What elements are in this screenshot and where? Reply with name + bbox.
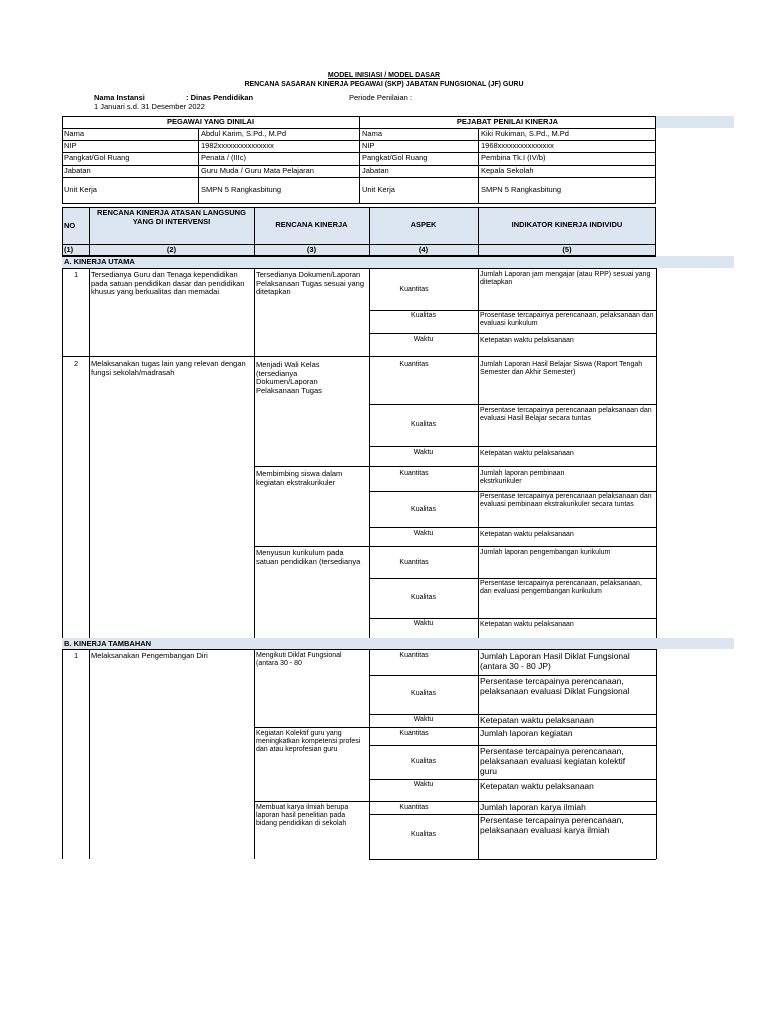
row-b2-aspek-waktu: Waktu — [413, 781, 434, 788]
row-a1-ind-kuantitas: Jumlah Laporan jam mengajar (atau RPP) sesuai yang ditetapkan — [480, 271, 651, 287]
row-a3-ind-kuantitas: Jumlah laporan pembinaan ekstrkurikuler — [480, 470, 565, 486]
row-a4-ind-kuantitas: Jumlah laporan pengembangan kurikulum — [480, 549, 611, 556]
row-a1-atasan: Tersedianya Guru dan Tenaga kependidikan pada satuan pendidikan dasar dan pendidikan khusus yang berkualitas dan memadai — [91, 270, 245, 297]
row-a1-ind-kualitas: Prosentase tercapainya perencanaan, pelaksanaan dan evaluasi kurikulum — [480, 312, 654, 328]
row-a1-aspek-waktu: Waktu — [413, 336, 434, 343]
row-a3-ind-kualitas: Persentase tercapainya perencanaan pelaksanaan dan evaluasi pembinaan ekstrakurikuler secara tuntas — [480, 493, 652, 509]
pejabat-nama-label: Nama — [362, 129, 383, 138]
row-a2-atasan: Melaksanakan tugas lain yang relevan dengan fungsi sekolah/madrasah — [91, 359, 246, 377]
row-a2-aspek-kualitas: Kualitas — [411, 421, 436, 428]
pegawai-nip-value: 1982xxxxxxxxxxxxxxx — [201, 141, 274, 150]
row-b2-rencana: Kegiatan Kolektif guru yang meningkatkan kompetensi profesi dan atau keprofesian guru — [256, 730, 361, 754]
row-b1-atasan: Melaksanakan Pengembangan Diri — [91, 651, 208, 660]
row-b3-aspek-kualitas: Kualitas — [411, 831, 436, 838]
row-a4-aspek-waktu: Waktu — [413, 620, 434, 627]
row-a1-aspek-kualitas: Kualitas — [411, 312, 436, 319]
row-a4-ind-waktu: Ketepatan waktu pelaksanaan — [480, 621, 574, 628]
pejabat-jabatan-label: Jabatan — [362, 166, 389, 175]
col-num-5: (5) — [562, 245, 572, 254]
row-b1-aspek-waktu: Waktu — [413, 716, 434, 723]
row-b1-aspek-kualitas: Kualitas — [411, 690, 436, 697]
col-rencana-atasan: RENCANA KINERJA ATASAN LANGSUNG YANG DI INTERVENSI — [97, 208, 246, 226]
row-b2-ind-kuantitas: Jumlah laporan kegiatan — [480, 728, 573, 738]
doc-title: MODEL INISIASI / MODEL DASAR — [327, 72, 441, 79]
row-b1-aspek-kuantitas: Kuantitas — [399, 652, 429, 659]
row-a1-no: 1 — [74, 270, 79, 279]
pegawai-header: PEGAWAI YANG DINILAI — [166, 117, 255, 126]
row-a1-ind-waktu: Ketepatan waktu pelaksanaan — [480, 337, 574, 344]
header-fill-extension — [656, 116, 734, 128]
section-b-title: B. KINERJA TAMBAHAN — [64, 639, 152, 648]
row-a4-aspek-kualitas: Kualitas — [411, 594, 436, 601]
row-b1-rencana: Mengikuti Diklat Fungsional (antara 30 - 80 — [256, 652, 342, 668]
row-b2-ind-kualitas: Persentase tercapainya perencanaan, pelaksanaan evaluasi kegiatan kolektif guru — [480, 746, 626, 776]
row-a2-rencana: Menjadi Wali Kelas (tersedianya Dokumen/Laporan Pelaksanaan Tugas — [256, 360, 322, 395]
pejabat-nama-value: Kiki Rukiman, S.Pd., M.Pd — [481, 129, 569, 138]
row-a1-rencana: Tersedianya Dokumen/Laporan Pelaksanaan Tugas sesuai yang ditetapkan — [256, 270, 364, 297]
pegawai-unit-label: Unit Kerja — [64, 185, 97, 194]
row-b3-aspek-kuantitas: Kuantitas — [399, 804, 429, 811]
pejabat-nip-label: NIP — [362, 141, 375, 150]
row-a2-ind-kuantitas: Jumlah Laporan Hasil Belajar Siswa (Raport Tengah Semester dan Akhir Semester) — [480, 361, 643, 377]
pejabat-unit-value: SMPN 5 Rangkasbitung — [481, 185, 562, 194]
row-a3-rencana: Membimbing siswa dalam kegiatan ekstrakurikuler — [256, 469, 343, 487]
col-no: NO — [64, 221, 76, 230]
row-a3-ind-waktu: Ketepatan waktu pelaksanaan — [480, 531, 574, 538]
row-a4-ind-kualitas: Persentase tercapainya perencanaan, pelaksanaan, dan evaluasi pengembangan kurikulum — [480, 580, 642, 596]
pegawai-nama-value: Abdul Karim, S.Pd., M.Pd — [201, 129, 287, 138]
pejabat-jabatan-value: Kepala Sekolah — [481, 166, 534, 175]
row-a1-aspek-kuantitas: Kuantitas — [399, 286, 429, 293]
row-b2-aspek-kuantitas: Kuantitas — [399, 730, 429, 737]
row-b2-ind-waktu: Ketepatan waktu pelaksanaan — [480, 781, 594, 791]
pejabat-nip-value: 1968xxxxxxxxxxxxxxx — [481, 141, 554, 150]
col-num-3: (3) — [306, 245, 317, 254]
pegawai-nama-label: Nama — [64, 129, 85, 138]
row-a2-ind-kualitas: Persentase tercapainya perencanaan pelaksanaan dan evaluasi Hasil Belajar secara tuntas — [480, 407, 652, 423]
pegawai-jabatan-label: Jabatan — [64, 166, 91, 175]
pejabat-pangkat-value: Pembina Tk.I (IV/b) — [481, 153, 546, 162]
pegawai-pangkat-value: Penata / (IIIc) — [201, 153, 247, 162]
row-a3-aspek-waktu: Waktu — [413, 530, 434, 537]
row-a3-aspek-kualitas: Kualitas — [411, 506, 436, 513]
row-b3-rencana: Membuat karya ilmiah berupa laporan hasil penelitian pada bidang pendidikan di sekolah — [256, 804, 349, 828]
pegawai-jabatan-value: Guru Muda / Guru Mata Pelajaran — [201, 166, 314, 175]
row-a4-aspek-kuantitas: Kuantitas — [399, 559, 429, 566]
row-a2-aspek-kuantitas: Kuantitas — [399, 361, 429, 368]
section-b-fill — [62, 638, 734, 649]
instansi-value: : Dinas Pendidikan — [186, 93, 254, 102]
periode-label: Periode Penilaian : — [349, 93, 412, 102]
section-a-fill — [62, 256, 734, 268]
row-a4-rencana: Menyusun kurikulum pada satuan pendidikan (tersedianya — [256, 548, 361, 566]
row-b1-no: 1 — [74, 651, 79, 660]
row-a2-aspek-waktu: Waktu — [413, 449, 434, 456]
row-a3-aspek-kuantitas: Kuantitas — [399, 470, 429, 477]
section-a-title: A. KINERJA UTAMA — [64, 257, 135, 266]
row-a2-ind-waktu: Ketepatan waktu pelaksanaan — [480, 450, 574, 457]
row-b3-ind-kualitas: Persentase tercapainya perencanaan, pelaksanaan evaluasi karya ilmiah — [480, 815, 624, 835]
row-b3-ind-kuantitas: Jumlah laporan karya ilmiah — [480, 802, 586, 812]
row-b1-ind-kuantitas: Jumlah Laporan Hasil Diklat Fungsional (antara 30 - 80 JP) — [480, 651, 630, 671]
instansi-label: Nama Instansi — [94, 93, 145, 102]
col-num-4: (4) — [418, 245, 429, 254]
pejabat-unit-label: Unit Kerja — [362, 185, 395, 194]
pegawai-nip-label: NIP — [64, 141, 77, 150]
pegawai-pangkat-label: Pangkat/Gol Ruang — [64, 153, 130, 162]
periode-value: 1 Januari s.d. 31 Desember 2022 — [94, 102, 205, 111]
pejabat-header: PEJABAT PENILAI KINERJA — [456, 117, 559, 126]
col-aspek: ASPEK — [410, 220, 437, 229]
col-rencana-kinerja: RENCANA KINERJA — [275, 220, 348, 229]
row-b2-aspek-kualitas: Kualitas — [411, 758, 436, 765]
row-b1-ind-kualitas: Persentase tercapainya perencanaan, pelaksanaan evaluasi Diklat Fungsional — [480, 676, 630, 696]
col-indikator: INDIKATOR KINERJA INDIVIDU — [511, 220, 623, 229]
row-a2-no: 2 — [74, 359, 79, 368]
pejabat-pangkat-label: Pangkat/Gol Ruang — [362, 153, 428, 162]
col-num-2: (2) — [166, 245, 177, 254]
pegawai-unit-value: SMPN 5 Rangkasbitung — [201, 185, 282, 194]
doc-subtitle: RENCANA SASARAN KINERJA PEGAWAI (SKP) JABATAN FUNGSIONAL (JF) GURU — [244, 81, 524, 88]
row-b1-ind-waktu: Ketepatan waktu pelaksanaan — [480, 715, 594, 725]
col-num-1: (1) — [64, 245, 74, 254]
